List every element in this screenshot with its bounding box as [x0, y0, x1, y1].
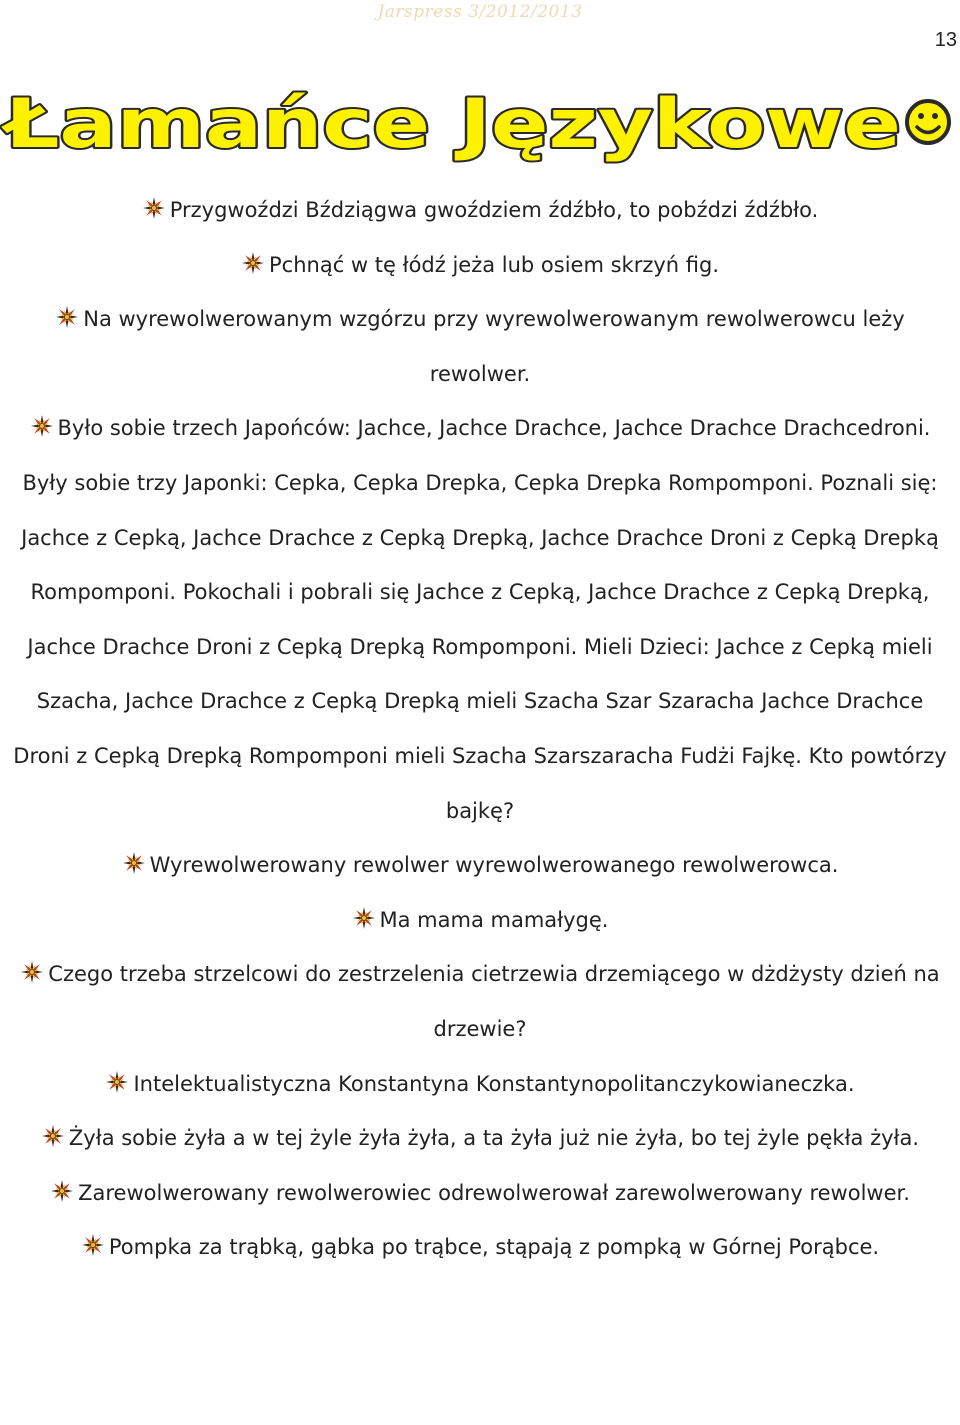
- page-number: 13: [934, 29, 957, 51]
- tongue-twister-text: Pompka za trąbką, gąbka po trąbce, stąpają z pompką w Górnej Porąbce.: [108, 1235, 880, 1260]
- smiley-face-icon: [907, 101, 949, 143]
- list-item: [0, 838, 960, 893]
- list-item: [0, 893, 960, 948]
- tongue-twister-text: Wyrewolwerowany rewolwer wyrewolwerowanego rewolwerowca.: [149, 853, 839, 878]
- star-flower-bullet-icon: [241, 251, 265, 275]
- star-flower-bullet-icon: [81, 1233, 105, 1257]
- star-flower-bullet-icon: [30, 414, 54, 438]
- list-item: [0, 183, 960, 238]
- list-item: [0, 292, 960, 401]
- tongue-twister-text: Intelektualistyczna Konstantyna Konstantynopolitanczykowianeczka.: [133, 1071, 855, 1096]
- star-flower-bullet-icon: [55, 305, 79, 329]
- tongue-twister-text: Ma mama mamałygę.: [379, 907, 609, 932]
- page-title: [0, 82, 960, 166]
- tongue-twister-text: Czego trzeba strzelcowi do zestrzelenia cietrzewia drzemiącego w dżdżysty dzień na drzewie?: [48, 962, 940, 1041]
- tongue-twister-text: Na wyrewolwerowanym wzgórzu przy wyrewolwerowanym rewolwerowcu leży rewolwer.: [83, 307, 905, 386]
- tongue-twister-text: Żyła sobie żyła a w tej żyle żyła żyła, a ta żyła już nie żyła, bo tej żyle pękła żyła.: [68, 1126, 920, 1151]
- list-item: [0, 1111, 960, 1166]
- list-item: [0, 401, 960, 838]
- star-flower-bullet-icon: [41, 1124, 65, 1148]
- tongue-twister-text: Przygwoździ Bździągwa gwoździem źdźbło, to pobździ źdźbło.: [169, 198, 819, 222]
- list-item: [0, 947, 960, 1056]
- tongue-twister-text: Zarewolwerowany rewolwerowiec odrewolwerował zarewolwerowany rewolwer.: [78, 1180, 910, 1205]
- star-flower-bullet-icon: [352, 906, 376, 930]
- list-item: [0, 1166, 960, 1221]
- list-item: [0, 1220, 960, 1275]
- tongue-twister-list: [0, 183, 960, 1275]
- tongue-twister-text: Było sobie trzech Japońców: Jachce, Jachce Drachce, Jachce Drachce Drachcedroni. Były sobie trzy Japonki: Cepka, Cepka Drepka, Cepka Drepka Rompomponi. Poznali się: Jachce z Cepką, Jachce Drachce z Cepką Drepką, Jachce Drachce Droni z Cepką Drepką Rompomponi. Pokochali i pobrali się Jachce z Cepką, Jachce Drachce z Cepką Drepką, Jachce Drachce Droni z Cepką Drepką Rompomponi. Mieli Dzieci: Jachce z Cepką mieli Szacha, Jachce Drachce z Cepką Drepką mieli Szacha Szar Szaracha Jachce Drachce Droni z Cepką Drepką Rompomponi mieli Szacha Szarszaracha Fudżi Fajkę. Kto powtórzy bajkę?: [13, 416, 947, 823]
- page-title-text: Łamańce Językowe: [0, 85, 901, 164]
- list-item: [0, 238, 960, 293]
- star-flower-bullet-icon: [50, 1179, 74, 1203]
- list-item: [0, 1057, 960, 1112]
- star-flower-bullet-icon: [142, 196, 166, 220]
- tongue-twister-text: Pchnąć w tę łódź jeża lub osiem skrzyń fig.: [269, 252, 719, 277]
- magazine-header: Jarspress 3/2012/2013: [377, 2, 583, 22]
- star-flower-bullet-icon: [122, 851, 146, 875]
- star-flower-bullet-icon: [20, 960, 44, 984]
- star-flower-bullet-icon: [105, 1070, 129, 1094]
- page-title-graphic: [0, 82, 960, 166]
